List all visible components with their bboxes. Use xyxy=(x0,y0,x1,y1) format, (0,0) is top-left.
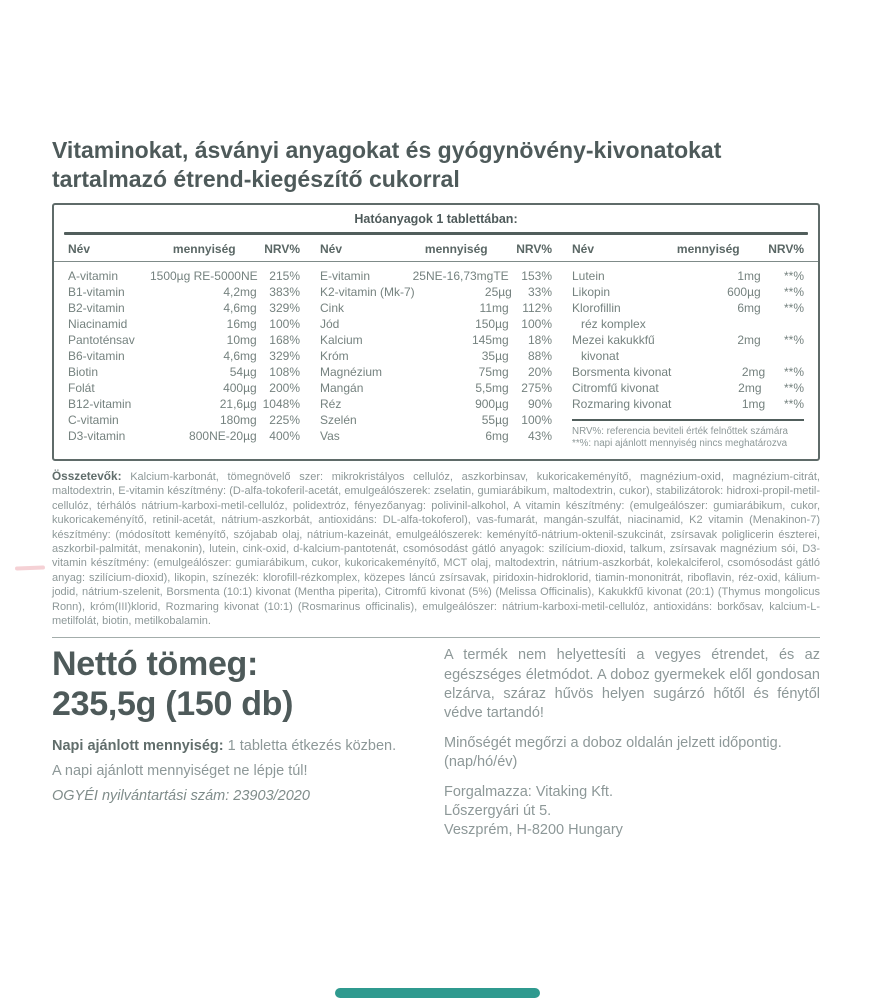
ingredient-quantity: 4,2mg xyxy=(223,284,257,299)
ingredient-nrv: **% xyxy=(783,380,804,395)
ingredient-name: Mangán xyxy=(320,380,364,395)
ingredient-quantity: 800NE-20µg xyxy=(189,428,257,443)
ingredient-nrv: **% xyxy=(783,268,804,283)
ingredient-nrv: 100% xyxy=(521,316,552,331)
column-header-quantity: mennyiség xyxy=(172,241,236,256)
teal-bottom-bar xyxy=(335,988,540,998)
ingredient-name: B6-vitamin xyxy=(68,348,125,363)
distributor-line: Forgalmazza: Vitaking Kft. xyxy=(444,784,613,801)
ingredient-name: Klorofillin xyxy=(572,300,621,315)
ingredient-nrv: **% xyxy=(783,284,804,299)
scan-artifact-mark xyxy=(15,565,45,570)
table-column-group-2 xyxy=(320,268,552,451)
ingredient-name: Kalcium xyxy=(320,332,363,347)
ingredient-name: Rozmaring kivonat xyxy=(572,396,672,411)
column-header-name: Név xyxy=(572,241,595,256)
ingredient-quantity: 1mg xyxy=(741,396,766,411)
footnote-divider xyxy=(572,419,804,421)
table-row xyxy=(68,380,300,396)
ingredient-name: Króm xyxy=(320,348,349,363)
table-row xyxy=(572,284,804,300)
ingredient-nrv: 329% xyxy=(269,348,300,363)
table-body xyxy=(54,262,818,451)
ingredient-name: Biotin xyxy=(68,364,99,379)
ingredient-quantity: 2mg xyxy=(737,332,761,347)
ingredient-name: B2-vitamin xyxy=(68,300,125,315)
ingredient-nrv: 275% xyxy=(521,380,552,395)
table-row xyxy=(320,428,552,444)
ingredient-quantity: 6mg xyxy=(485,428,509,443)
ingredient-nrv: **% xyxy=(783,364,804,379)
ingredient-name-line2: kivonat xyxy=(581,348,620,363)
distributor-address xyxy=(444,783,820,840)
table-row xyxy=(320,332,552,348)
ingredient-quantity: 145mg xyxy=(471,332,509,347)
ingredient-nrv: 33% xyxy=(527,284,552,299)
active-ingredients-table xyxy=(52,203,820,461)
header-group-3 xyxy=(572,242,804,256)
ingredient-name: Réz xyxy=(320,396,342,411)
ingredient-quantity: 900µg xyxy=(475,396,509,411)
bottom-section xyxy=(52,645,820,840)
table-row xyxy=(572,332,804,348)
ingredient-nrv: 1048% xyxy=(262,396,300,411)
table-row xyxy=(68,316,300,332)
rows-group-3 xyxy=(572,268,804,412)
table-row xyxy=(68,332,300,348)
footnote-nrv: NRV%: referencia beviteli érték felnőttek számára xyxy=(572,425,788,437)
notices-block xyxy=(444,645,820,840)
registration-number: OGYÉI nyilvántartási szám: 23903/2020 xyxy=(52,787,310,804)
table-row xyxy=(572,396,804,412)
ingredient-name: Cink xyxy=(320,300,345,315)
ingredient-quantity: 5,5mg xyxy=(475,380,509,395)
table-row xyxy=(320,284,552,300)
table-row xyxy=(68,300,300,316)
table-row xyxy=(68,396,300,412)
table-header-row xyxy=(54,235,818,261)
ingredient-name: Citromfű kivonat xyxy=(572,380,659,395)
ingredient-name: B1-vitamin xyxy=(68,284,125,299)
daily-dose-line xyxy=(52,738,444,754)
ingredient-quantity: 6mg xyxy=(737,300,761,315)
table-row xyxy=(68,364,300,380)
ingredient-name: K2-vitamin (Mk-7) xyxy=(320,284,415,299)
ingredient-name: Folát xyxy=(68,380,95,395)
ingredient-nrv: 383% xyxy=(269,284,300,299)
ingredient-nrv: **% xyxy=(783,300,804,315)
table-row xyxy=(320,412,552,428)
ingredient-quantity: 11mg xyxy=(479,300,509,315)
column-header-nrv: NRV% xyxy=(264,241,300,256)
table-row xyxy=(320,396,552,412)
daily-dose-value: 1 tabletta étkezés közben. xyxy=(227,737,397,754)
table-row xyxy=(68,348,300,364)
ingredient-quantity: 21,6µg xyxy=(219,396,257,411)
ingredient-nrv: 100% xyxy=(521,412,552,427)
ingredient-name: B12-vitamin xyxy=(68,396,132,411)
table-row xyxy=(572,268,804,284)
ingredient-quantity: 1mg xyxy=(737,268,761,283)
ingredient-name: Szelén xyxy=(320,412,357,427)
ingredient-nrv: 18% xyxy=(527,332,552,347)
storage-notice: A termék nem helyettesíti a vegyes étrendet, és az egészséges életmódot. A doboz gyermekek elől gondosan elzárva, száraz hűvös helyen sugárzó hőtől és fénytől védve tartandó! xyxy=(444,647,820,721)
table-row xyxy=(320,316,552,332)
ingredient-nrv: 100% xyxy=(269,316,300,331)
net-weight-block xyxy=(52,645,444,840)
ingredient-name: Lutein xyxy=(572,268,605,283)
ingredient-quantity: 10mg xyxy=(226,332,257,347)
column-header-nrv: NRV% xyxy=(516,241,552,256)
ingredient-quantity: 150µg xyxy=(475,316,509,331)
ingredient-nrv: 112% xyxy=(522,300,552,315)
rows-group-2 xyxy=(320,268,552,444)
ingredient-quantity: 35µg xyxy=(481,348,509,363)
ingredient-quantity: 2mg xyxy=(741,364,766,379)
ingredient-nrv: 168% xyxy=(269,332,300,347)
ingredient-nrv: **% xyxy=(783,396,804,411)
table-row xyxy=(572,380,804,396)
ingredient-nrv: **% xyxy=(783,332,804,347)
table-row xyxy=(320,364,552,380)
ingredient-name: A-vitamin xyxy=(68,268,119,283)
net-weight-label: Nettó tömeg: xyxy=(52,645,259,684)
daily-dose-warning: A napi ajánlott mennyiséget ne lépje túl! xyxy=(52,762,308,779)
column-header-name: Név xyxy=(68,241,91,256)
ingredient-quantity: 16mg xyxy=(226,316,257,331)
ingredient-name: Pantoténsav xyxy=(68,332,135,347)
ingredient-name: Niacinamid xyxy=(68,316,128,331)
column-header-quantity: mennyiség xyxy=(676,241,740,256)
ingredient-quantity: 75mg xyxy=(478,364,509,379)
ingredient-name: Borsmenta kivonat xyxy=(572,364,672,379)
ingredient-nrv: 215% xyxy=(269,268,300,283)
ingredients-paragraph xyxy=(52,469,820,628)
ingredient-name: Mezei kakukkfű xyxy=(572,332,655,347)
ingredient-quantity: 600µg xyxy=(727,284,761,299)
header-group-1 xyxy=(68,242,300,256)
table-row xyxy=(320,268,552,284)
distributor-line: Lőszergyári út 5. xyxy=(444,803,552,820)
ingredient-nrv: 20% xyxy=(527,364,552,379)
footnote-asterisk: **%: napi ajánlott mennyiség nincs meghatározva xyxy=(572,438,788,450)
distributor-line: Veszprém, H-8200 Hungary xyxy=(444,822,623,839)
ingredient-quantity: 4,6mg xyxy=(223,300,257,315)
table-row xyxy=(320,380,552,396)
ingredient-nrv: 88% xyxy=(527,348,552,363)
table-row xyxy=(320,300,552,316)
ingredient-name: Magnézium xyxy=(320,364,383,379)
section-divider xyxy=(52,637,820,638)
column-header-name: Név xyxy=(320,241,343,256)
ingredients-text: Kalcium-karbonát, tömegnövelő szer: mikrokristályos cellulóz, aszkorbinsav, kukoricakeményítő, magnézium-oxid, magnézium-citrát, maltodextrin, E-vitamin készítmény: (D-alfa-tokoferil-acetát, emulgeálószerek: zselatin, gumiarábikum, maltodextrin, cukor), stabilizátorok: hidroxi-propil-metil-cellulóz, térhálós nátrium-karboxi-metil-cellulóz, polidextróz, fényezőanyag: polivinil-alkohol, A vitamin készítmény: (emulgeálószer: gumiarábikum, cukor, kukoricakeményítő, retinil-acetát, nátrium-aszkorbát, antioxidáns: DL-alfa-tokoferol), vas-fumarát, mangán-szulfát, niacinamid, K2 vitamin (Menakinon-7) készítmény: (módosított keményítő, szójabab olaj, nátrium-kazeinát, emulgeálószerek: keményítő-nátrium-oktenil-szukcinát, zsírsavak poliglicerin észterei, aszkorbil-palmitát, menakonin), lutein, cink-oxid, d-kalcium-pantotenát, csomósodást gátló anyagok: szilícium-dioxid, talkum, zsírsavak magnézium sói, D3-vitamin készítmény: (emulgeálószer: gumiarábikum, cukor, kukoricakeményítő, MCT olaj, maltodextrin, nátrium-aszkorbát, kolekalciferol, csomósodást gátló anyag: szilícium-dioxid), likopin, színezék: klorofill-rézkomplex, közepes láncú zsírsavak, piridoxin-hidroklorid, tiamin-mononitrát, riboflavin, réz-oxid, kálium-jodid, nátrium-szelenit, Borsmenta (10:1) kivonat (Mentha piperita), Citromfű kivonat (5%) (Melissa Officinalis), Kakukkfű kivonat (20:1) (Thymus mongolicus Ronn), króm(III)klorid, Rozmaring kivonat (10:1) (Rosmarinus officinalis), emulgeálószer: nátrium-karboxi-metil-cellulóz, antioxidáns: borkősav, kalcium-L-metilfolát, biotin, metilkobalamin. xyxy=(52,470,820,627)
ingredient-nrv: 108% xyxy=(269,364,300,379)
ingredient-name-line2: réz komplex xyxy=(581,316,646,331)
table-caption: Hatóanyagok 1 tablettában: xyxy=(354,211,518,226)
table-row xyxy=(320,348,552,364)
rows-group-1 xyxy=(68,268,300,444)
ingredient-quantity: 4,6mg xyxy=(223,348,257,363)
ingredient-nrv: 153% xyxy=(521,268,552,283)
ingredient-quantity: 54µg xyxy=(229,364,257,379)
table-row xyxy=(68,428,300,444)
ingredient-name: Likopin xyxy=(572,284,611,299)
ingredient-quantity: 180mg xyxy=(219,412,257,427)
ingredient-nrv: 329% xyxy=(269,300,300,315)
ingredient-quantity: 400µg xyxy=(223,380,257,395)
page-title: Vitaminokat, ásványi anyagokat és gyógynövény-kivonatokat tartalmazó étrend-kiegészítő cukorral xyxy=(52,137,722,192)
ingredient-nrv: 400% xyxy=(269,428,300,443)
ingredient-quantity: 55µg xyxy=(481,412,509,427)
ingredient-nrv: 90% xyxy=(527,396,552,411)
ingredient-quantity: 25µg xyxy=(484,284,512,299)
ingredient-name: E-vitamin xyxy=(320,268,371,283)
ingredient-nrv: 225% xyxy=(269,412,300,427)
ingredients-label: Összetevők: xyxy=(52,468,122,483)
table-column-group-1 xyxy=(68,268,300,451)
table-row xyxy=(572,300,804,316)
table-row xyxy=(68,284,300,300)
ingredient-name: C-vitamin xyxy=(68,412,119,427)
column-header-quantity: mennyiség xyxy=(424,241,488,256)
table-row xyxy=(68,412,300,428)
header-group-2 xyxy=(320,242,552,256)
ingredient-name: Vas xyxy=(320,428,340,443)
ingredient-nrv: 43% xyxy=(527,428,552,443)
best-before-notice: Minőségét megőrzi a doboz oldalán jelzett időpontig. (nap/hó/év) xyxy=(444,734,782,771)
ingredient-name: Jód xyxy=(320,316,340,331)
ingredient-nrv: 200% xyxy=(269,380,300,395)
table-column-group-3 xyxy=(572,268,804,451)
column-header-nrv: NRV% xyxy=(768,241,804,256)
table-row xyxy=(68,268,300,284)
ingredient-quantity: 25NE-16,73mgTE xyxy=(412,268,509,283)
ingredient-quantity: 2mg xyxy=(738,380,762,395)
daily-dose-label: Napi ajánlott mennyiség: xyxy=(52,737,224,754)
table-row xyxy=(572,364,804,380)
ingredient-name: D3-vitamin xyxy=(68,428,126,443)
ingredient-quantity: 1500µg RE-5000NE xyxy=(149,268,258,283)
net-weight-value: 235,5g (150 db) xyxy=(52,685,294,724)
